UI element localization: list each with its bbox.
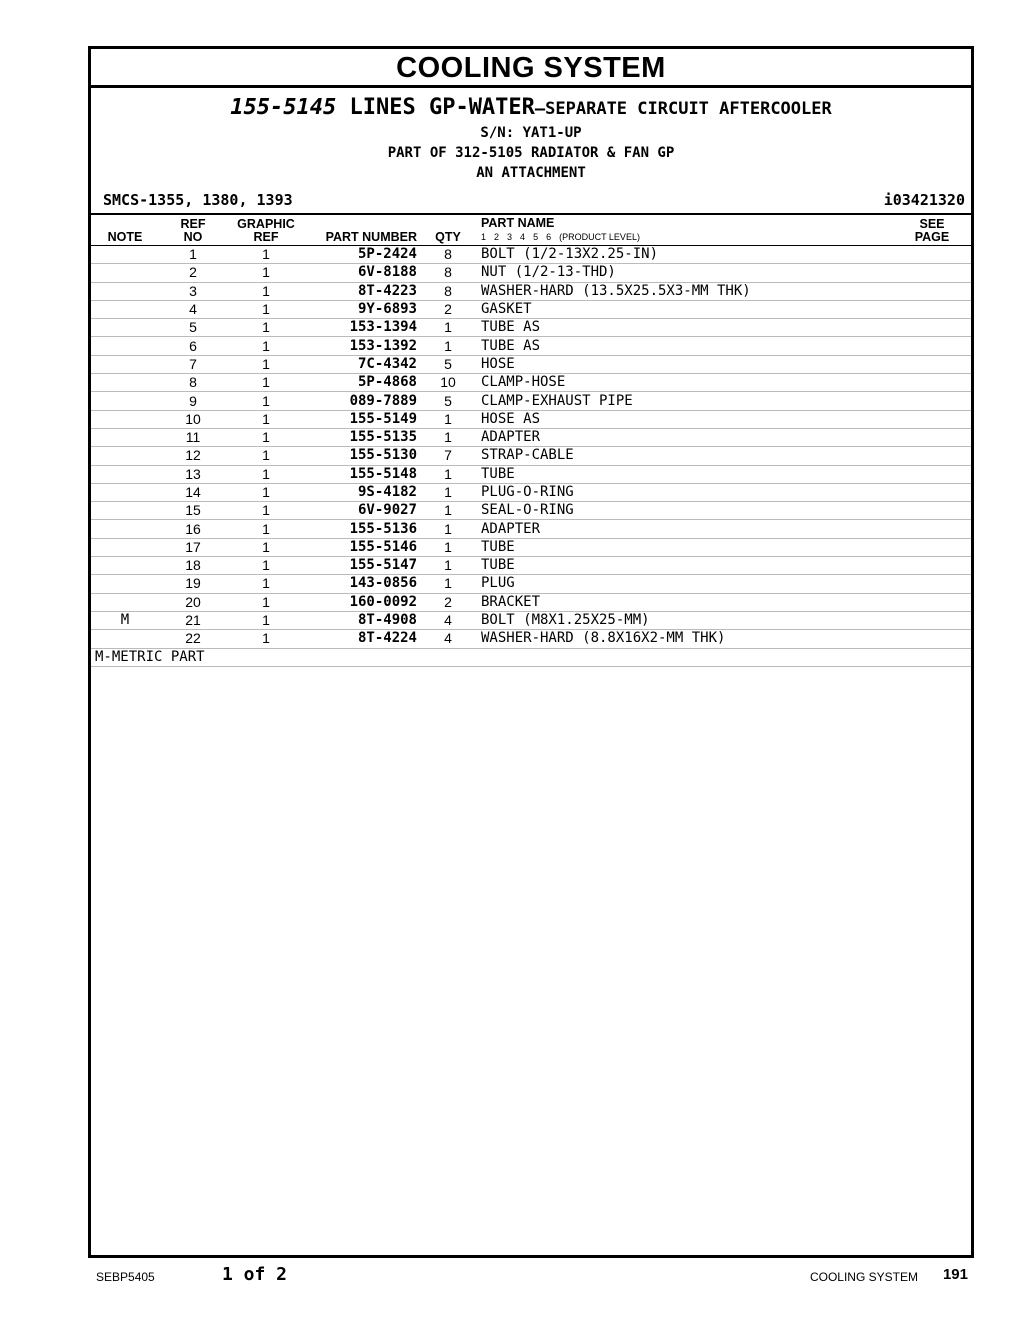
graphic-ref-cell: 1 — [227, 630, 305, 648]
see-page-cell — [893, 410, 971, 428]
graphic-ref-cell: 1 — [227, 300, 305, 318]
part-name-cell: WASHER-HARD (8.8X16X2-MM THK) — [473, 630, 893, 648]
graphic-ref-cell: 1 — [227, 264, 305, 282]
qty-cell: 7 — [423, 447, 473, 465]
part-number-cell[interactable]: 153-1392 — [305, 337, 423, 355]
qty-cell: 1 — [423, 465, 473, 483]
col-part-number: PART NUMBER — [305, 215, 423, 246]
see-page-cell — [893, 483, 971, 501]
col-graphic-ref: GRAPHIC REF — [227, 215, 305, 246]
note-cell — [91, 282, 159, 300]
part-name-cell: STRAP-CABLE — [473, 447, 893, 465]
part-name-cell: TUBE — [473, 465, 893, 483]
table-row — [91, 319, 971, 337]
table-row — [91, 355, 971, 373]
qty-cell: 1 — [423, 319, 473, 337]
part-of-line: PART OF 312-5105 RADIATOR & FAN GP — [387, 145, 675, 161]
qty-cell: 4 — [423, 630, 473, 648]
ref-no-cell: 21 — [159, 611, 227, 629]
table-row — [91, 520, 971, 538]
table-row — [91, 465, 971, 483]
note-cell — [91, 319, 159, 337]
part-number-cell[interactable]: 8T-4224 — [305, 630, 423, 648]
graphic-ref-cell: 1 — [227, 374, 305, 392]
part-number-cell[interactable]: 5P-4868 — [305, 374, 423, 392]
graphic-ref-cell: 1 — [227, 538, 305, 556]
part-number-cell[interactable]: 155-5148 — [305, 465, 423, 483]
group-name: LINES GP-WATER — [349, 95, 535, 120]
illustration-id: i03421320 — [883, 191, 965, 209]
smcs-codes: SMCS-1355, 1380, 1393 — [103, 191, 293, 209]
graphic-ref-cell: 1 — [227, 355, 305, 373]
serial-number: S/N: YAT1-UP — [480, 125, 582, 141]
graphic-ref-cell: 1 — [227, 502, 305, 520]
part-name-cell: NUT (1/2-13-THD) — [473, 264, 893, 282]
part-name-cell: BOLT (M8X1.25X25-MM) — [473, 611, 893, 629]
part-number-cell[interactable]: 155-5147 — [305, 557, 423, 575]
col-part-name: PART NAME 1 2 3 4 5 6 (PRODUCT LEVEL) — [473, 215, 893, 246]
graphic-ref-cell: 1 — [227, 246, 305, 264]
part-name-cell: TUBE — [473, 538, 893, 556]
note-cell — [91, 538, 159, 556]
ref-no-cell: 14 — [159, 483, 227, 501]
qty-cell: 8 — [423, 246, 473, 264]
see-page-cell — [893, 611, 971, 629]
see-page-cell — [893, 300, 971, 318]
qty-cell: 1 — [423, 557, 473, 575]
part-number-cell[interactable]: 8T-4908 — [305, 611, 423, 629]
group-title — [91, 94, 971, 123]
qty-cell: 1 — [423, 538, 473, 556]
qty-cell: 1 — [423, 520, 473, 538]
see-page-cell — [893, 520, 971, 538]
table-row — [91, 557, 971, 575]
graphic-ref-cell: 1 — [227, 428, 305, 446]
ref-no-cell: 15 — [159, 502, 227, 520]
footer-section: COOLING SYSTEM — [809, 1270, 918, 1284]
doc-number: SEBP5405 — [96, 1270, 155, 1284]
graphic-ref-cell: 1 — [227, 447, 305, 465]
note-cell — [91, 465, 159, 483]
col-ref-no: REF NO — [159, 215, 227, 246]
part-name-cell: SEAL-O-RING — [473, 502, 893, 520]
note-cell — [91, 630, 159, 648]
qty-cell: 1 — [423, 410, 473, 428]
part-number-cell[interactable]: 160-0092 — [305, 593, 423, 611]
graphic-ref-cell: 1 — [227, 410, 305, 428]
table-row — [91, 428, 971, 446]
graphic-ref-cell: 1 — [227, 319, 305, 337]
see-page-cell — [893, 374, 971, 392]
parts-page-frame — [88, 46, 974, 1258]
see-page-cell — [893, 282, 971, 300]
qty-cell: 4 — [423, 611, 473, 629]
group-header — [91, 94, 971, 183]
ref-no-cell: 8 — [159, 374, 227, 392]
graphic-ref-cell: 1 — [227, 392, 305, 410]
ref-no-cell: 20 — [159, 593, 227, 611]
part-name-cell: TUBE AS — [473, 319, 893, 337]
part-name-cell: HOSE AS — [473, 410, 893, 428]
graphic-ref-cell: 1 — [227, 282, 305, 300]
note-cell — [91, 557, 159, 575]
part-number-cell[interactable]: 7C-4342 — [305, 355, 423, 373]
section-title: COOLING SYSTEM — [91, 49, 971, 88]
graphic-ref-cell: 1 — [227, 593, 305, 611]
note-cell — [91, 483, 159, 501]
ref-no-cell: 7 — [159, 355, 227, 373]
see-page-cell — [893, 447, 971, 465]
qty-cell: 1 — [423, 502, 473, 520]
see-page-cell — [893, 593, 971, 611]
see-page-cell — [893, 502, 971, 520]
part-number-cell[interactable]: 6V-8188 — [305, 264, 423, 282]
part-number-cell[interactable]: 155-5136 — [305, 520, 423, 538]
qty-cell: 5 — [423, 392, 473, 410]
qty-cell: 1 — [423, 575, 473, 593]
part-name-cell: PLUG — [473, 575, 893, 593]
ref-no-cell: 13 — [159, 465, 227, 483]
part-number-cell[interactable]: 143-0856 — [305, 575, 423, 593]
note-cell — [91, 520, 159, 538]
part-number-cell[interactable]: 9Y-6893 — [305, 300, 423, 318]
table-row — [91, 374, 971, 392]
note-cell — [91, 337, 159, 355]
ref-no-cell: 22 — [159, 630, 227, 648]
part-number-cell[interactable]: 155-5130 — [305, 447, 423, 465]
table-row — [91, 282, 971, 300]
ref-no-cell: 5 — [159, 319, 227, 337]
smcs-row — [91, 189, 971, 215]
ref-no-cell: 11 — [159, 428, 227, 446]
qty-cell: 10 — [423, 374, 473, 392]
part-name-cell: ADAPTER — [473, 428, 893, 446]
note-cell — [91, 410, 159, 428]
table-row — [91, 410, 971, 428]
product-levels: 1 2 3 4 5 6 (PRODUCT LEVEL) — [481, 232, 640, 242]
note-cell — [91, 392, 159, 410]
parts-table-body — [91, 246, 971, 667]
ref-no-cell: 17 — [159, 538, 227, 556]
ref-no-cell: 18 — [159, 557, 227, 575]
col-note: NOTE — [91, 215, 159, 246]
page-number: 191 — [942, 1266, 968, 1283]
table-row — [91, 483, 971, 501]
table-row — [91, 538, 971, 556]
qty-cell: 2 — [423, 300, 473, 318]
see-page-cell — [893, 392, 971, 410]
part-name-cell: PLUG-O-RING — [473, 483, 893, 501]
table-row — [91, 246, 971, 264]
ref-no-cell: 2 — [159, 264, 227, 282]
graphic-ref-cell: 1 — [227, 557, 305, 575]
see-page-cell — [893, 630, 971, 648]
part-name-cell: GASKET — [473, 300, 893, 318]
table-row — [91, 611, 971, 629]
see-page-cell — [893, 337, 971, 355]
see-page-cell — [893, 264, 971, 282]
table-row — [91, 502, 971, 520]
see-page-cell — [893, 319, 971, 337]
table-row — [91, 337, 971, 355]
table-row — [91, 630, 971, 648]
part-name-cell: TUBE AS — [473, 337, 893, 355]
note-cell — [91, 300, 159, 318]
ref-no-cell: 4 — [159, 300, 227, 318]
ref-no-cell: 16 — [159, 520, 227, 538]
metric-part-footnote: M-METRIC PART — [91, 648, 971, 666]
see-page-cell — [893, 575, 971, 593]
graphic-ref-cell: 1 — [227, 611, 305, 629]
part-number-cell[interactable]: 089-7889 — [305, 392, 423, 410]
part-name-cell: BOLT (1/2-13X2.25-IN) — [473, 246, 893, 264]
qty-cell: 1 — [423, 337, 473, 355]
part-name-cell: CLAMP-HOSE — [473, 374, 893, 392]
ref-no-cell: 9 — [159, 392, 227, 410]
part-number-cell[interactable]: 153-1394 — [305, 319, 423, 337]
page-indicator: 1 of 2 — [222, 1264, 288, 1285]
ref-no-cell: 12 — [159, 447, 227, 465]
note-cell: M — [91, 611, 159, 629]
footnote-row — [91, 648, 971, 666]
graphic-ref-cell: 1 — [227, 337, 305, 355]
part-name-cell: ADAPTER — [473, 520, 893, 538]
note-cell — [91, 502, 159, 520]
note-cell — [91, 428, 159, 446]
qty-cell: 1 — [423, 428, 473, 446]
table-row — [91, 264, 971, 282]
see-page-cell — [893, 538, 971, 556]
part-name-cell: HOSE — [473, 355, 893, 373]
graphic-ref-cell: 1 — [227, 465, 305, 483]
part-number-cell[interactable]: 5P-2424 — [305, 246, 423, 264]
col-see-page: SEE PAGE — [893, 215, 971, 246]
part-number-cell[interactable]: 155-5149 — [305, 410, 423, 428]
part-number-cell[interactable]: 9S-4182 — [305, 483, 423, 501]
qty-cell: 5 — [423, 355, 473, 373]
note-cell — [91, 264, 159, 282]
ref-no-cell: 6 — [159, 337, 227, 355]
group-subtitle: —SEPARATE CIRCUIT AFTERCOOLER — [534, 99, 832, 119]
table-row — [91, 593, 971, 611]
col-qty: QTY — [423, 215, 473, 246]
note-cell — [91, 575, 159, 593]
part-number-cell[interactable]: 6V-9027 — [305, 502, 423, 520]
note-cell — [91, 246, 159, 264]
page-footer — [96, 1264, 968, 1288]
qty-cell: 8 — [423, 282, 473, 300]
note-cell — [91, 355, 159, 373]
note-cell — [91, 593, 159, 611]
graphic-ref-cell: 1 — [227, 520, 305, 538]
table-row — [91, 575, 971, 593]
see-page-cell — [893, 355, 971, 373]
qty-cell: 8 — [423, 264, 473, 282]
qty-cell: 1 — [423, 483, 473, 501]
see-page-cell — [893, 246, 971, 264]
graphic-ref-cell: 1 — [227, 575, 305, 593]
ref-no-cell: 10 — [159, 410, 227, 428]
table-row — [91, 447, 971, 465]
see-page-cell — [893, 428, 971, 446]
note-cell — [91, 374, 159, 392]
graphic-ref-cell: 1 — [227, 483, 305, 501]
group-part-number[interactable]: 155-5145 — [230, 95, 337, 120]
parts-table — [91, 215, 971, 667]
see-page-cell — [893, 465, 971, 483]
qty-cell: 2 — [423, 593, 473, 611]
table-row — [91, 300, 971, 318]
table-row — [91, 392, 971, 410]
ref-no-cell: 19 — [159, 575, 227, 593]
ref-no-cell: 1 — [159, 246, 227, 264]
part-name-cell: CLAMP-EXHAUST PIPE — [473, 392, 893, 410]
note-cell — [91, 447, 159, 465]
part-number-cell[interactable]: 155-5146 — [305, 538, 423, 556]
table-header-row — [91, 215, 971, 246]
see-page-cell — [893, 557, 971, 575]
part-name-cell: BRACKET — [473, 593, 893, 611]
ref-no-cell: 3 — [159, 282, 227, 300]
part-name-cell: TUBE — [473, 557, 893, 575]
part-number-cell[interactable]: 8T-4223 — [305, 282, 423, 300]
part-number-cell[interactable]: 155-5135 — [305, 428, 423, 446]
attachment-line: AN ATTACHMENT — [476, 165, 586, 181]
part-name-cell: WASHER-HARD (13.5X25.5X3-MM THK) — [473, 282, 893, 300]
